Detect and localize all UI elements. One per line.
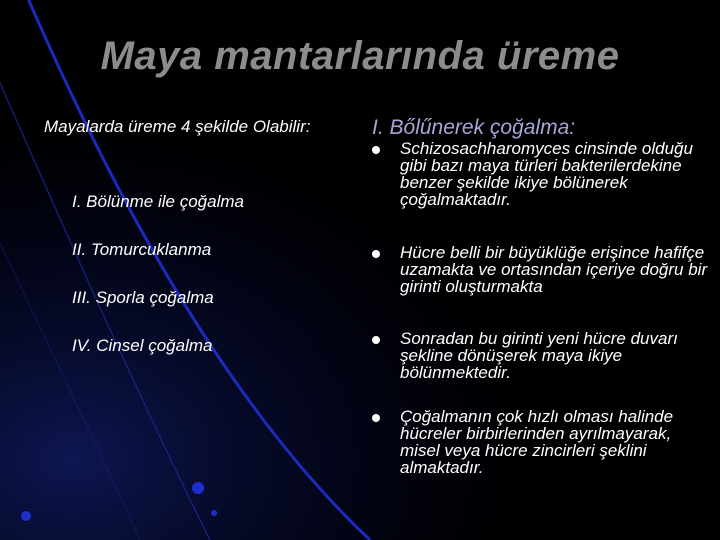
slide-title: Maya mantarlarında üreme	[100, 34, 620, 78]
bullet-icon	[372, 250, 380, 258]
method-item: III. Sporla çoğalma	[72, 288, 214, 307]
bullet-icon	[372, 146, 380, 154]
left-column	[44, 116, 334, 355]
method-item: IV. Cinsel çoğalma	[72, 336, 213, 355]
bullet-text: Çoğalmanın çok hızlı olması halinde hücreler birbirlerinden ayrılmayarak, misel veya hücre zincirleri şeklini almaktadır.	[400, 407, 674, 477]
decorative-dot	[21, 511, 31, 521]
bullet-icon	[372, 336, 380, 344]
bullet-text: Sonradan bu girinti yeni hücre duvarı şekline dönüşerek maya ikiye bölünmektedir.	[400, 329, 678, 382]
decorative-dot	[192, 482, 204, 494]
bullet-text: Hücre belli bir büyüklüğe erişince hafifçe uzamakta ve ortasından içeriye doğru bir girinti oluşturmakta	[400, 243, 708, 296]
decorative-dot	[211, 510, 217, 516]
method-item: II. Tomurcuklanma	[72, 240, 212, 259]
section-heading: I. Bőlűnerek çoğalma:	[372, 116, 576, 139]
method-item: I. Bölünme ile çoğalma	[72, 192, 244, 211]
bullet-icon	[372, 414, 380, 422]
intro-text: Mayalarda üreme 4 şekilde Olabilir:	[44, 117, 311, 136]
bullet-text: Schizosachharomyces cinsinde olduğu gibi bazı maya türleri bakterilerdekine benzer şekilde ikiye bölünerek çoğalmaktadır.	[400, 139, 693, 209]
